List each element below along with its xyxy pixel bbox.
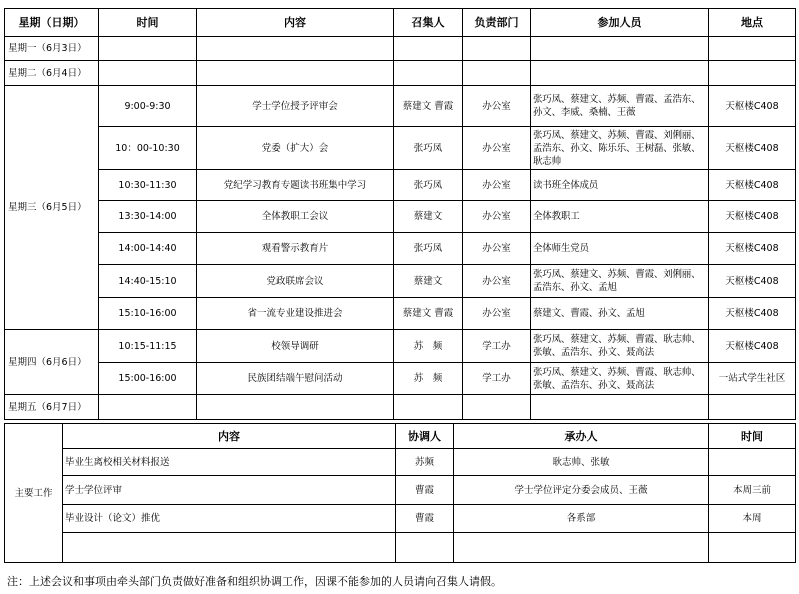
meeting-time: 10:15-11:15 [99,330,197,363]
table-row [5,505,796,533]
main-work-label: 主要工作 [5,424,63,563]
table-row [5,201,796,233]
meeting-time: 15:00-16:00 [99,363,197,395]
meeting-content: 民族团结端午慰问活动 [197,363,394,395]
day-row-fri [5,395,796,420]
work-organizer [454,533,709,563]
day-label-wed: 星期三（6月5日） [5,86,99,330]
table-row [5,330,796,363]
work-organizer: 学士学位评定分委会成员、王薇 [454,476,709,505]
table-row [5,233,796,265]
meeting-attendees: 读书班全体成员 [531,170,709,201]
meeting-time: 13:30-14:00 [99,201,197,233]
meeting-content: 省一流专业建设推进会 [197,298,394,330]
table-row [5,86,796,127]
table-row [5,476,796,505]
meeting-location: 天枢楼C408 [709,330,796,363]
work-header-time: 时间 [709,424,796,449]
table-row [5,265,796,298]
meeting-time: 15:10-16:00 [99,298,197,330]
meeting-attendees: 张巧凤、蔡建文、苏频、曹霞、耿志帅、张敏、孟浩东、孙文、聂高法 [531,330,709,363]
work-content [63,533,396,563]
weekly-schedule-table [4,8,796,420]
meeting-dept: 办公室 [463,201,531,233]
meeting-time: 14:00-14:40 [99,233,197,265]
meeting-dept: 学工办 [463,363,531,395]
header-day: 星期（日期） [5,9,99,37]
work-header-content: 内容 [63,424,396,449]
meeting-content: 校领导调研 [197,330,394,363]
schedule-header-row [5,9,796,37]
meeting-dept: 办公室 [463,127,531,170]
work-content: 学士学位评审 [63,476,396,505]
meeting-convener: 蔡建文 [394,265,463,298]
meeting-content: 党纪学习教育专题读书班集中学习 [197,170,394,201]
meeting-content: 全体教职工会议 [197,201,394,233]
meeting-attendees: 全体师生党员 [531,233,709,265]
meeting-location: 天枢楼C408 [709,86,796,127]
meeting-attendees: 蔡建文、曹霞、孙文、孟旭 [531,298,709,330]
meeting-content: 党政联席会议 [197,265,394,298]
day-row-tue [5,61,796,86]
work-time: 本周三前 [709,476,796,505]
header-content: 内容 [197,9,394,37]
meeting-location: 天枢楼C408 [709,127,796,170]
meeting-content: 党委（扩大）会 [197,127,394,170]
meeting-dept: 办公室 [463,265,531,298]
table-row [5,298,796,330]
meeting-dept: 办公室 [463,86,531,127]
work-coordinator: 曹霞 [396,476,454,505]
work-content: 毕业设计（论文）推优 [63,505,396,533]
meeting-convener: 蔡建文 [394,201,463,233]
meeting-content: 观看警示教育片 [197,233,394,265]
table-row [5,170,796,201]
work-coordinator: 苏频 [396,449,454,476]
meeting-attendees: 张巧凤、蔡建文、苏频、曹霞、刘俐丽、孟浩东、孙文、孟旭 [531,265,709,298]
meeting-dept: 学工办 [463,330,531,363]
meeting-attendees: 张巧凤、蔡建文、苏频、曹霞、刘俐丽、孟浩东、孙文、陈乐乐、王树磊、张敏、耿志帅 [531,127,709,170]
header-location: 地点 [709,9,796,37]
table-row [5,363,796,395]
meeting-location: 天枢楼C408 [709,201,796,233]
meeting-attendees: 张巧凤、蔡建文、苏频、曹霞、孟浩东、孙文、李威、桑楠、王薇 [531,86,709,127]
day-label-mon: 星期一（6月3日） [5,37,99,61]
day-label-fri: 星期五（6月7日） [5,395,99,420]
work-time [709,449,796,476]
meeting-location: 天枢楼C408 [709,170,796,201]
meeting-convener: 苏 频 [394,363,463,395]
header-dept: 负责部门 [463,9,531,37]
meeting-convener: 蔡建文 曹霞 [394,298,463,330]
table-row [5,449,796,476]
work-coordinator [396,533,454,563]
work-time [709,533,796,563]
meeting-time: 9:00-9:30 [99,86,197,127]
meeting-dept: 办公室 [463,298,531,330]
meeting-location: 天枢楼C408 [709,233,796,265]
meeting-convener: 张巧凤 [394,233,463,265]
meeting-dept: 办公室 [463,233,531,265]
work-header-row [5,424,796,449]
work-organizer: 各系部 [454,505,709,533]
work-header-organizer: 承办人 [454,424,709,449]
table-row [5,533,796,563]
meeting-location: 天枢楼C408 [709,298,796,330]
meeting-convener: 蔡建文 曹霞 [394,86,463,127]
meeting-attendees: 张巧凤、蔡建文、苏频、曹霞、耿志帅、张敏、孟浩东、孙文、聂高法 [531,363,709,395]
header-time: 时间 [99,9,197,37]
meeting-content: 学士学位授予评审会 [197,86,394,127]
meeting-convener: 张巧凤 [394,127,463,170]
work-time: 本周 [709,505,796,533]
day-label-thu: 星期四（6月6日） [5,330,99,395]
header-convener: 召集人 [394,9,463,37]
meeting-location: 一站式学生社区 [709,363,796,395]
work-organizer: 耿志帅、张敏 [454,449,709,476]
meeting-time: 10：00-10:30 [99,127,197,170]
footnote: 注：上述会议和事项由牵头部门负责做好准备和组织协调工作，因课不能参加的人员请向召集人请假。 [7,575,502,588]
meeting-time: 10:30-11:30 [99,170,197,201]
day-label-tue: 星期二（6月4日） [5,61,99,86]
day-row-mon [5,37,796,61]
work-header-coordinator: 协调人 [396,424,454,449]
meeting-attendees: 全体教职工 [531,201,709,233]
main-work-table [4,423,796,563]
meeting-convener: 苏 频 [394,330,463,363]
meeting-time: 14:40-15:10 [99,265,197,298]
table-row [5,127,796,170]
header-attendees: 参加人员 [531,9,709,37]
meeting-location: 天枢楼C408 [709,265,796,298]
meeting-dept: 办公室 [463,170,531,201]
work-coordinator: 曹霞 [396,505,454,533]
meeting-convener: 张巧凤 [394,170,463,201]
work-content: 毕业生离校相关材料报送 [63,449,396,476]
